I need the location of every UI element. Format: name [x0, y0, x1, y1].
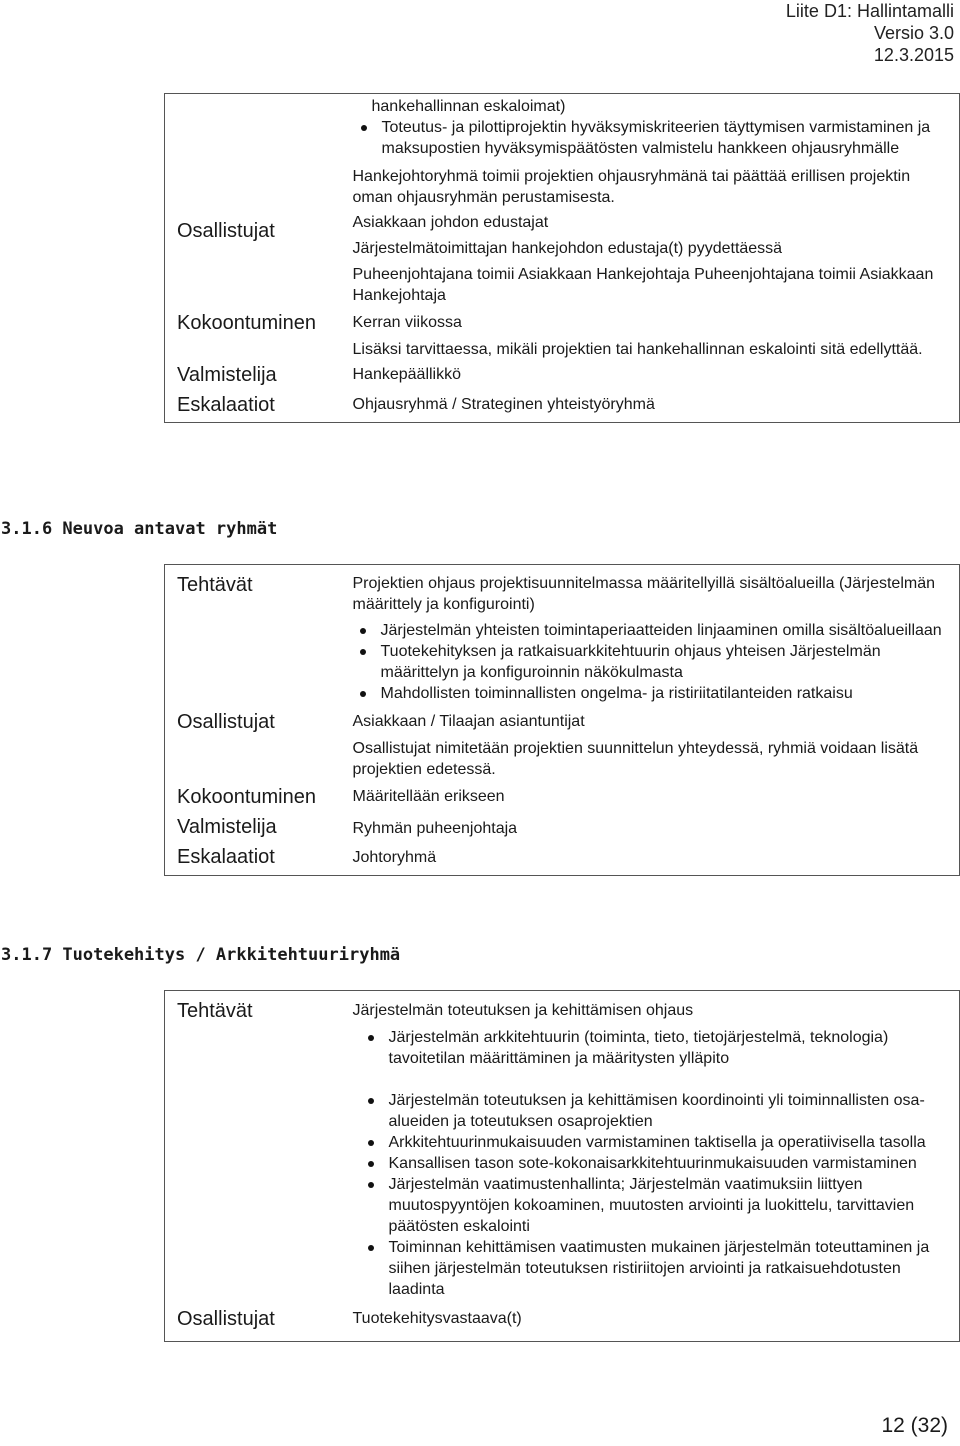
- list-item: Järjestelmän toteutuksen ja kehittämisen koordinointi yli toiminnallisten osa-alueiden ja toteutuksen osaprojektien: [389, 1090, 950, 1132]
- preparer-cell: Ryhmän puheenjohtaja: [352, 820, 518, 837]
- tasks-bullets-b: [353, 1090, 950, 1300]
- tasks-bullets: [353, 620, 950, 704]
- row-label-kokoontuminen: Kokoontuminen: [177, 312, 316, 334]
- list-item: Järjestelmän yhteisten toimintaperiaatteiden linjaaminen omilla sisältöalueillaan: [381, 620, 950, 641]
- tasks-intro: Järjestelmän toteutuksen ja kehittämisen ohjaus: [352, 1002, 694, 1019]
- row-label-osallistujat: Osallistujat: [177, 1308, 275, 1330]
- row-label-valmistelija: Valmistelija: [177, 364, 277, 386]
- page-header: [694, 0, 954, 66]
- row-label-osallistujat: Osallistujat: [177, 711, 275, 733]
- participants-cell: [343, 704, 960, 780]
- architecture-table: [164, 990, 960, 1342]
- list-item: Arkkitehtuurinmukaisuuden varmistaminen taktisella ja operatiivisella tasolla: [389, 1132, 950, 1153]
- tasks-continued-line: hankehallinnan eskaloimat): [371, 98, 566, 115]
- tasks-cell: [343, 991, 960, 1301]
- section-heading-316: 3.1.6 Neuvoa antavat ryhmät: [1, 519, 278, 539]
- list-item: Tuotekehityksen ja ratkaisuarkkitehtuurin ohjaus yhteisen Järjestelmän määrittelyn ja konfiguroinnin näkökulmasta: [381, 641, 950, 683]
- header-date: 12.3.2015: [873, 45, 954, 65]
- escalation-cell: Ohjausryhmä / Strateginen yhteistyöryhmä: [352, 396, 655, 413]
- tasks-continuation: [343, 94, 960, 209]
- preparer-cell: Hankepäällikkö: [352, 366, 462, 383]
- list-item: Mahdollisten toiminnallisten ongelma- ja ristiriitatilanteiden ratkaisu: [381, 683, 950, 704]
- list-item: Toiminnan kehittämisen vaatimusten mukainen järjestelmän toteuttaminen ja siihen järjestelmän toteutuksen ristiriitojen arviointi ja ratkaisuehdotusten laadinta: [389, 1237, 950, 1300]
- advisory-table: [164, 564, 960, 876]
- list-item: Järjestelmän vaatimustenhallinta; Järjestelmän vaatimuksiin liittyen muutospyyntöjen kokoaminen, muutosten arviointi ja luokittelu, tarvittavien päätösten eskalointi: [389, 1174, 950, 1237]
- participants-cell: Tuotekehitysvastaava(t): [352, 1310, 522, 1327]
- participant-line: Järjestelmätoimittajan hankejohdon edustaja(t) pyydettäessä: [352, 240, 783, 257]
- header-version: Versio 3.0: [873, 23, 954, 43]
- meeting-line: Lisäksi tarvittaessa, mikäli projektien tai hankehallinnan eskalointi sitä edellyttää.: [352, 341, 923, 358]
- escalation-cell: Johtoryhmä: [352, 849, 437, 866]
- section-heading-317: 3.1.7 Tuotekehitys / Arkkitehtuuriryhmä: [1, 945, 401, 965]
- row-label-tehtavat: Tehtävät: [177, 1000, 253, 1022]
- participant-line: Asiakkaan / Tilaajan asiantuntijat: [352, 713, 585, 730]
- tasks-cell: [343, 565, 960, 705]
- list-item: Järjestelmän arkkitehtuurin (toiminta, tieto, tietojärjestelmä, teknologia) tavoitetilan määrittäminen ja määritysten ylläpito: [389, 1027, 950, 1069]
- row-label-tehtavat: Tehtävät: [177, 574, 253, 596]
- participant-line: Osallistujat nimitetään projektien suunnittelun yhteydessä, ryhmiä voidaan lisätä projektien edetessä.: [352, 740, 919, 778]
- row-label-eskalaatiot: Eskalaatiot: [177, 394, 275, 416]
- meeting-cell: [343, 306, 960, 360]
- steering-table: [164, 93, 960, 423]
- list-item: Kansallisen tason sote-kokonaisarkkitehtuurinmukaisuuden varmistaminen: [389, 1153, 950, 1174]
- page-number: 12 (32): [881, 1414, 948, 1437]
- participant-line: Asiakkaan johdon edustajat: [352, 214, 549, 231]
- participant-line: Puheenjohtajana toimii Asiakkaan Hankejohtaja Puheenjohtajana toimii Asiakkaan Hankejohtaja: [352, 266, 934, 304]
- meeting-cell: Määritellään erikseen: [352, 788, 505, 805]
- row-label-osallistujat: Osallistujat: [177, 220, 275, 242]
- row-label-valmistelija: Valmistelija: [177, 816, 277, 838]
- header-title: Liite D1: Hallintamalli: [785, 1, 954, 21]
- tasks-paragraph: Hankejohtoryhmä toimii projektien ohjausryhmänä tai päättää erillisen projektin oman ohjausryhmän perustamisesta.: [352, 168, 911, 206]
- meeting-line: Kerran viikossa: [352, 314, 462, 331]
- list-item: Toteutus- ja pilottiprojektin hyväksymiskriteerien täyttymisen varmistaminen ja maksupostien hyväksymispäätösten valmistelu hankkeen ohjausryhmälle: [382, 117, 950, 159]
- tasks-intro: Projektien ohjaus projektisuunnitelmassa määritellyillä sisältöalueilla (Järjestelmän määrittely ja konfigurointi): [352, 575, 935, 613]
- tasks-bullets-a: [353, 1027, 950, 1069]
- tasks-bullets: [353, 117, 950, 159]
- row-label-eskalaatiot: Eskalaatiot: [177, 846, 275, 868]
- participants-cell: [343, 208, 960, 306]
- row-label-kokoontuminen: Kokoontuminen: [177, 786, 316, 808]
